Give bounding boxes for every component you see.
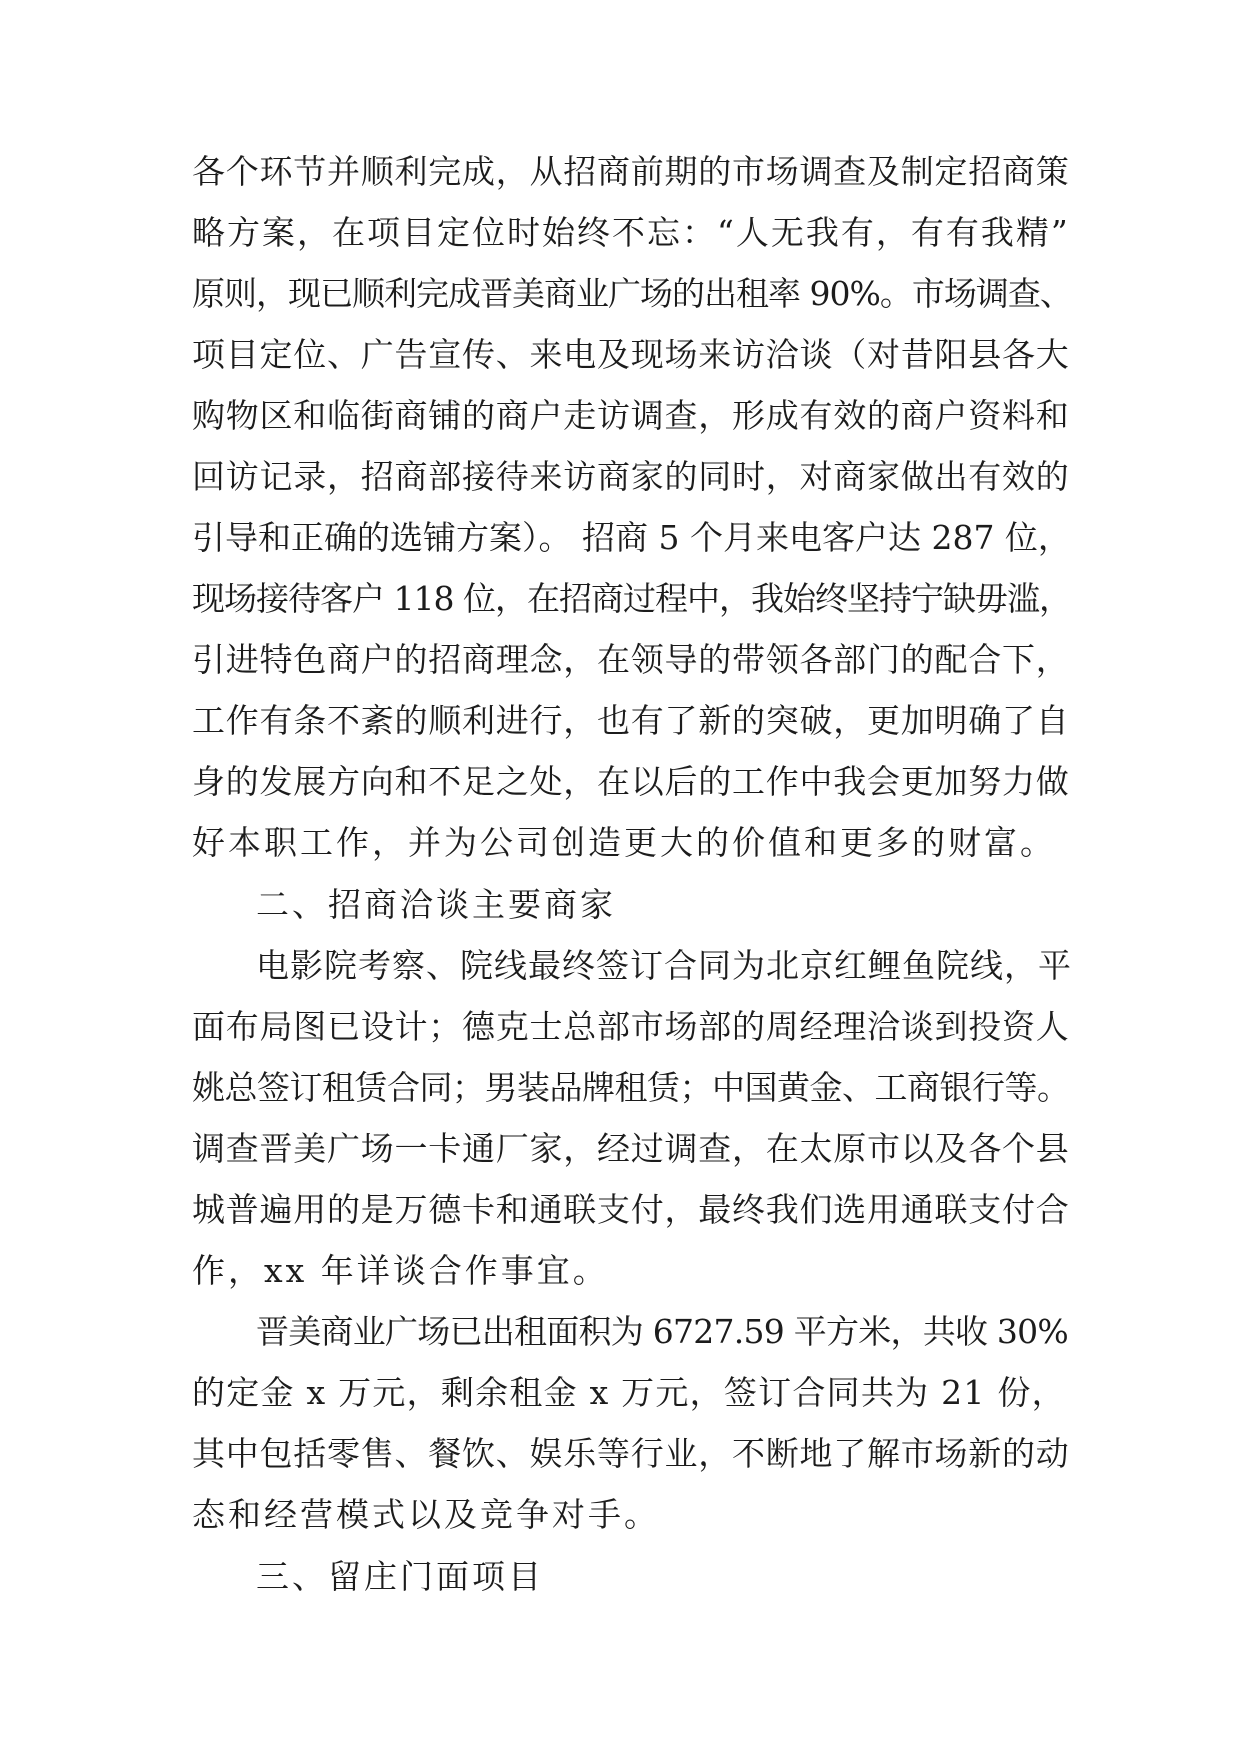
paragraph-1-line-8: 现场接待客户 118 位，在招商过程中，我始终坚持宁缺毋滥， xyxy=(192,579,1071,618)
paragraph-1-line-10: 工作有条不紊的顺利进行，也有了新的突破，更加明确了自 xyxy=(192,701,1070,740)
paragraph-1-line-7: 引导和正确的选铺方案）。 招商 5 个月来电客户达 287 位， xyxy=(192,518,1071,557)
paragraph-1-line-11: 身的发展方向和不足之处，在以后的工作中我会更加努力做 xyxy=(192,762,1070,801)
paragraph-1-line-2: 略方案，在项目定位时始终不忘：“人无我有，有有我精” xyxy=(192,213,1070,252)
paragraph-3-line-2: 的定金 x 万元，剩余租金 x 万元，签订合同共为 21 份， xyxy=(192,1373,1066,1412)
paragraph-1-line-9: 引进特色商户的招商理念，在领导的带领各部门的配合下， xyxy=(192,640,1070,679)
paragraph-2-line-4: 调查晋美广场一卡通厂家，经过调查，在太原市以及各个县 xyxy=(192,1129,1070,1168)
paragraph-2-line-5: 城普遍用的是万德卡和通联支付，最终我们选用通联支付合 xyxy=(192,1190,1070,1229)
paragraph-3-line-3: 其中包括零售、餐饮、娱乐等行业，不断地了解市场新的动 xyxy=(192,1434,1070,1473)
paragraph-2-line-6: 作，xx 年详谈合作事宜。 xyxy=(192,1251,609,1290)
paragraph-1-line-4: 项目定位、广告宣传、来电及现场来访洽谈（对昔阳县各大 xyxy=(192,335,1070,374)
paragraph-3-line-4: 态和经营模式以及竞争对手。 xyxy=(192,1495,660,1534)
section-heading-2: 二、招商洽谈主要商家 xyxy=(256,885,616,924)
paragraph-1-line-6: 回访记录，招商部接待来访商家的同时，对商家做出有效的 xyxy=(192,457,1070,496)
section-heading-3: 三、留庄门面项目 xyxy=(256,1557,544,1596)
paragraph-2-line-2: 面布局图已设计；德克士总部市场部的周经理洽谈到投资人 xyxy=(192,1007,1070,1046)
paragraph-1-line-12: 好本职工作，并为公司创造更大的价值和更多的财富。 xyxy=(192,823,1056,862)
paragraph-1-line-5: 购物区和临街商铺的商户走访调查，形成有效的商户资料和 xyxy=(192,396,1070,435)
paragraph-2-line-3: 姚总签订租赁合同；男装品牌租赁；中国黄金、工商银行等。 xyxy=(192,1068,1070,1107)
paragraph-3-line-1: 晋美商业广场已出租面积为 6727.59 平方米，共收 30% xyxy=(256,1312,1069,1351)
paragraph-1-line-3: 原则，现已顺利完成晋美商业广场的出租率 90%。市场调查、 xyxy=(192,274,1072,313)
paragraph-1-line-1: 各个环节并顺利完成，从招商前期的市场调查及制定招商策 xyxy=(192,152,1070,191)
paragraph-2-line-1: 电影院考察、院线最终签订合同为北京红鲤鱼院线，平 xyxy=(256,946,1072,985)
